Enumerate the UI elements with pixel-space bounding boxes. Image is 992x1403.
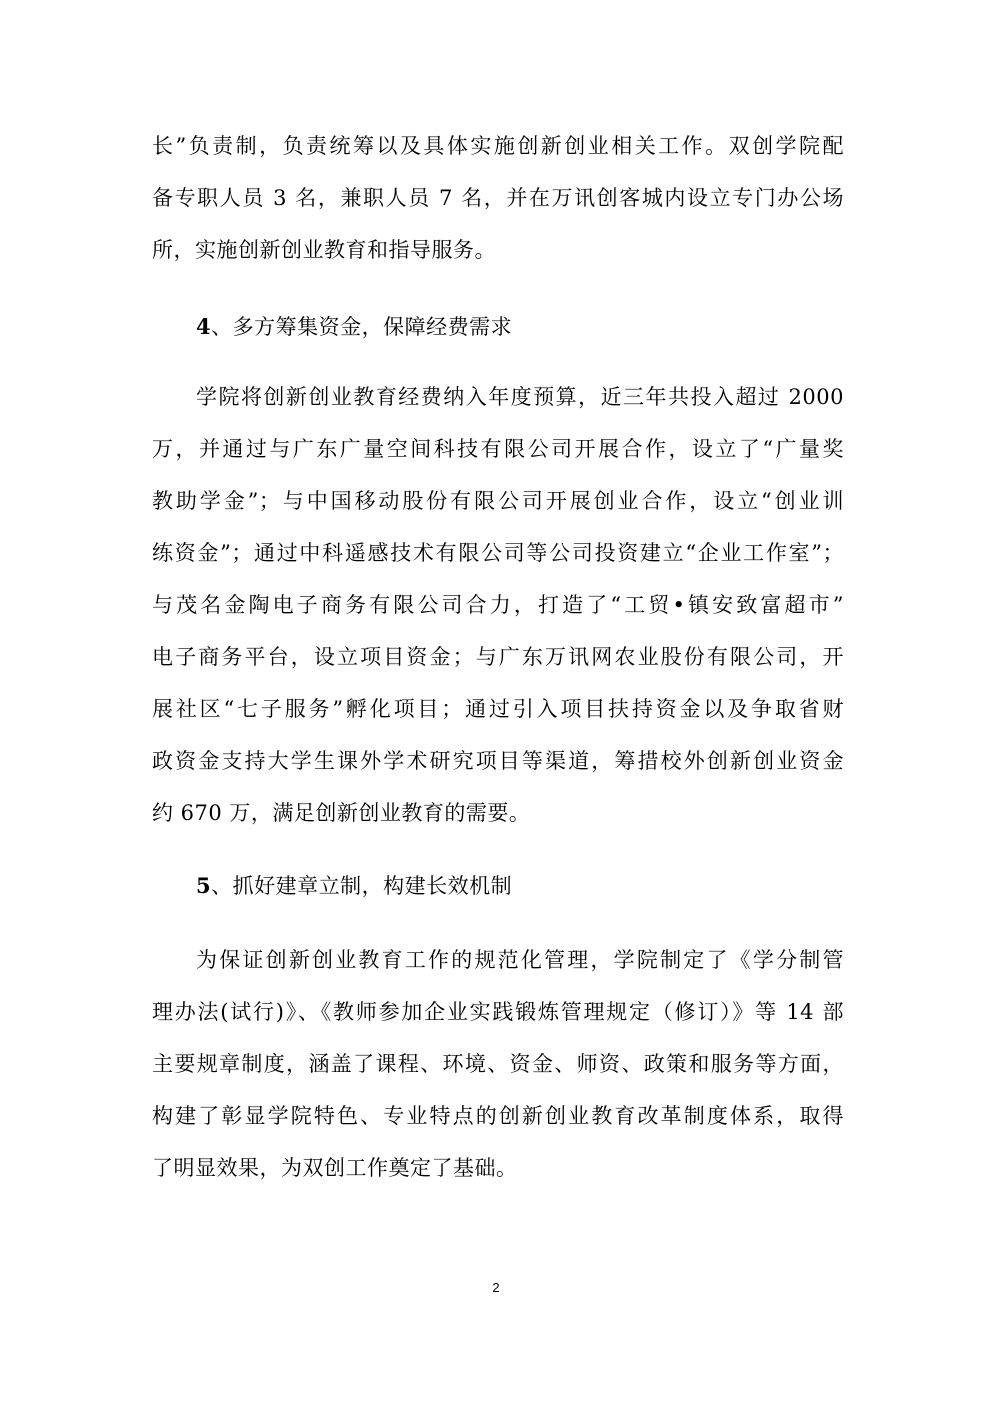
page-number: 2 — [492, 1280, 500, 1295]
section-number: 5 — [196, 873, 212, 898]
section-title: 、抓好建章立制，构建长效机制 — [211, 874, 513, 898]
paragraph-line: 约 670 万，满足创新创业教育的需要。 — [152, 801, 531, 825]
section-number: 4 — [196, 314, 212, 339]
paragraph-line: 备专职人员 3 名，兼职人员 7 名，并在万讯创客城内设立专门办公场 — [152, 186, 844, 210]
paragraph-line: 教助学金”；与中国移动股份有限公司开展创业合作，设立“创业训 — [152, 489, 844, 513]
paragraph-line: 展社区“七子服务”孵化项目；通过引入项目扶持资金以及争取省财 — [152, 697, 844, 721]
paragraph-1 — [152, 120, 844, 276]
paragraph-2 — [152, 371, 844, 839]
paragraph-line: 理办法(试行)》、《教师参加企业实践锻炼管理规定（修订）》等 14 部 — [152, 1000, 844, 1024]
paragraph-line: 所，实施创新创业教育和指导服务。 — [152, 238, 496, 262]
paragraph-line: 政资金支持大学生课外学术研究项目等渠道，筹措校外创新创业资金 — [152, 749, 844, 773]
paragraph-line: 主要规章制度，涵盖了课程、环境、资金、师资、政策和服务等方面， — [152, 1052, 844, 1076]
paragraph-line: 了明显效果，为双创工作奠定了基础。 — [152, 1156, 518, 1180]
paragraph-line: 长”负责制，负责统筹以及具体实施创新创业相关工作。双创学院配 — [152, 134, 844, 158]
paragraph-line: 与茂名金陶电子商务有限公司合力，打造了“工贸•镇安致富超市” — [152, 593, 844, 617]
paragraph-line: 万，并通过与广东广量空间科技有限公司开展合作，设立了“广量奖 — [152, 437, 844, 461]
paragraph-line: 为保证创新创业教育工作的规范化管理，学院制定了《学分制管 — [196, 948, 844, 972]
section-title: 、多方筹集资金，保障经费需求 — [211, 315, 513, 339]
paragraph-line: 构建了彰显学院特色、专业特点的创新创业教育改革制度体系，取得 — [152, 1104, 844, 1128]
paragraph-line: 学院将创新创业教育经费纳入年度预算，近三年共投入超过 2000 — [196, 385, 844, 409]
paragraph-3 — [152, 934, 844, 1194]
section-heading-4 — [196, 301, 836, 353]
paragraph-line: 练资金”；通过中科遥感技术有限公司等公司投资建立“企业工作室”； — [152, 541, 844, 565]
section-heading-5 — [196, 860, 836, 912]
paragraph-line: 电子商务平台，设立项目资金；与广东万讯网农业股份有限公司，开 — [152, 645, 844, 669]
